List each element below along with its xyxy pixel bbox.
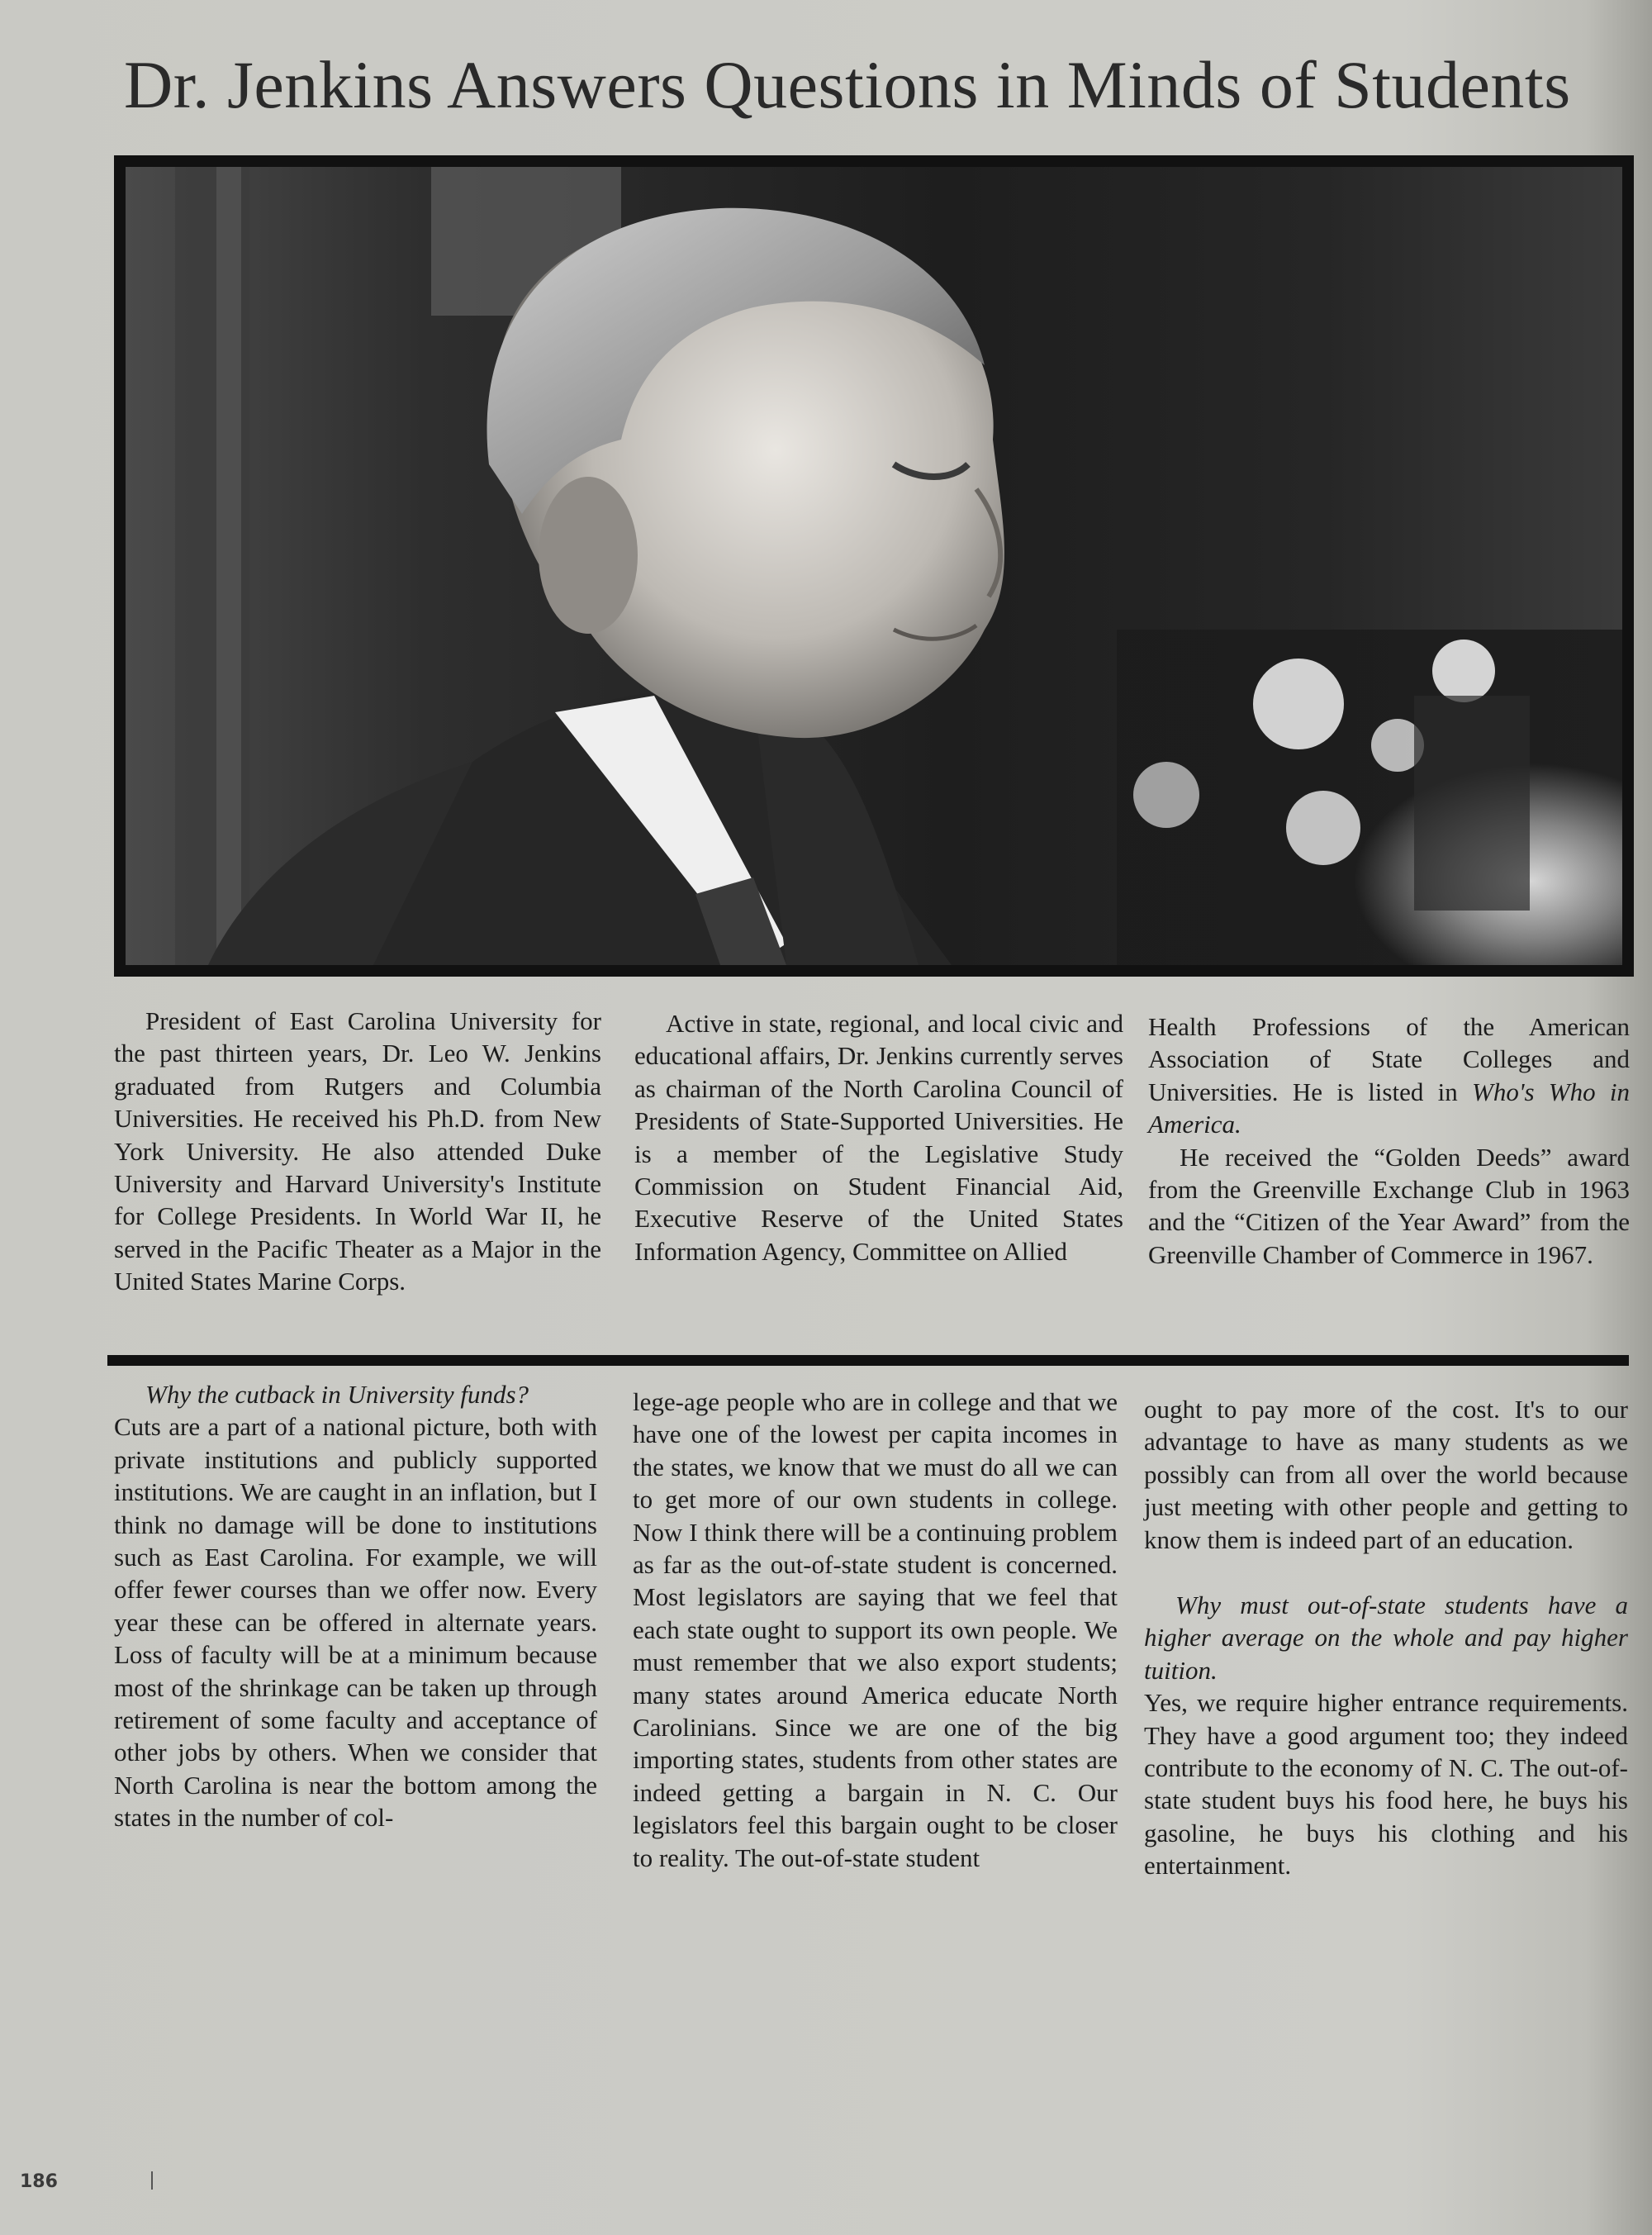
answer-paragraph: lege-age people who are in college and that we have one of the lowest per capita incomes in the states, we know that we must do all we can to get more of our own students in college. Now I think there will be a continuing problem as far as the out-of-state student is concerned. Most legislators are saying that we feel that each state ought to support its own people. We must remember that we also export students; many states around America educate North Carolinians. Since we are one of the big importing states, students from other states are indeed getting a bargain in N. C. Our legislators feel this bargain ought to be closer to reality. The out-of-state student xyxy=(633,1387,1118,1872)
bio-column-2 xyxy=(634,1007,1123,1267)
answer-paragraph: ought to pay more of the cost. It's to our advantage to have as many students as we possibly can from all over the world because just meeting with other people and getting to know them is indeed part of an education. xyxy=(1144,1395,1628,1554)
portrait-image xyxy=(126,167,1622,965)
bio-paragraph: President of East Carolina University for the past thirteen years, Dr. Leo W. Jenkins graduated from Rutgers and Columbia Universities. He received his Ph.D. from New York University. He also attended Duke University and Harvard University's Institute for College Presidents. In World War II, he served in the Pacific Theater as a Major in the United States Marine Corps. xyxy=(114,1006,601,1296)
interview-column-3 xyxy=(1144,1393,1628,1882)
bio-column-3 xyxy=(1148,1011,1630,1271)
portrait-photo xyxy=(114,155,1634,977)
page-title: Dr. Jenkins Answers Questions in Minds of Students xyxy=(124,47,1571,122)
page-number: 186 xyxy=(20,2171,58,2192)
answer-paragraph: Yes, we require higher entrance requirements. They have a good argument too; they indeed contribute to the economy of N. C. The out-of-state student buys his food here, he buys his gasoline, he buys his clothing and his entertainment. xyxy=(1144,1688,1628,1881)
bio-column-1 xyxy=(114,1005,601,1298)
interview-column-2 xyxy=(633,1386,1118,1874)
answer-paragraph: Cuts are a part of a national picture, both with private institutions and publicly supported institutions. We are caught in an inflation, but I think no damage will be done to institutions such as East Carolina. For example, we will offer fewer courses than we offer now. Every year these can be offered in alternate years. Loss of faculty will be at a minimum because most of the shrinkage can be taken up through retirement of some faculty and acceptance of other jobs by others. When we consider that North Carolina is near the bottom among the states in the number of col- xyxy=(114,1412,597,1833)
question-heading: Why must out-of-state students have a higher average on the whole and pay higher tuition. xyxy=(1144,1591,1628,1685)
book-title: Who's Who in America. xyxy=(1148,1077,1631,1139)
question-heading: Why the cutback in University funds? xyxy=(145,1380,529,1409)
section-divider xyxy=(107,1355,1629,1366)
interview-column-1 xyxy=(114,1378,597,1834)
margin-mark xyxy=(151,2171,153,2190)
bio-text: Health Professions of the American Association of State Colleges and Universities. He is listed in xyxy=(1148,1012,1630,1106)
bio-paragraph xyxy=(1148,1011,1630,1141)
bio-paragraph: He received the “Golden Deeds” award from the Greenville Exchange Club in 1963 and the “Citizen of the Year Award” from the Greenville Chamber of Commerce in 1967. xyxy=(1148,1142,1630,1269)
bio-paragraph: Active in state, regional, and local civic and educational affairs, Dr. Jenkins currently serves as chairman of the North Carolina Council of Presidents of State-Supported Universities. He is a member of the Legislative Study Commission on Student Financial Aid, Executive Reserve of the United States Information Agency, Committee on Allied xyxy=(634,1009,1123,1266)
